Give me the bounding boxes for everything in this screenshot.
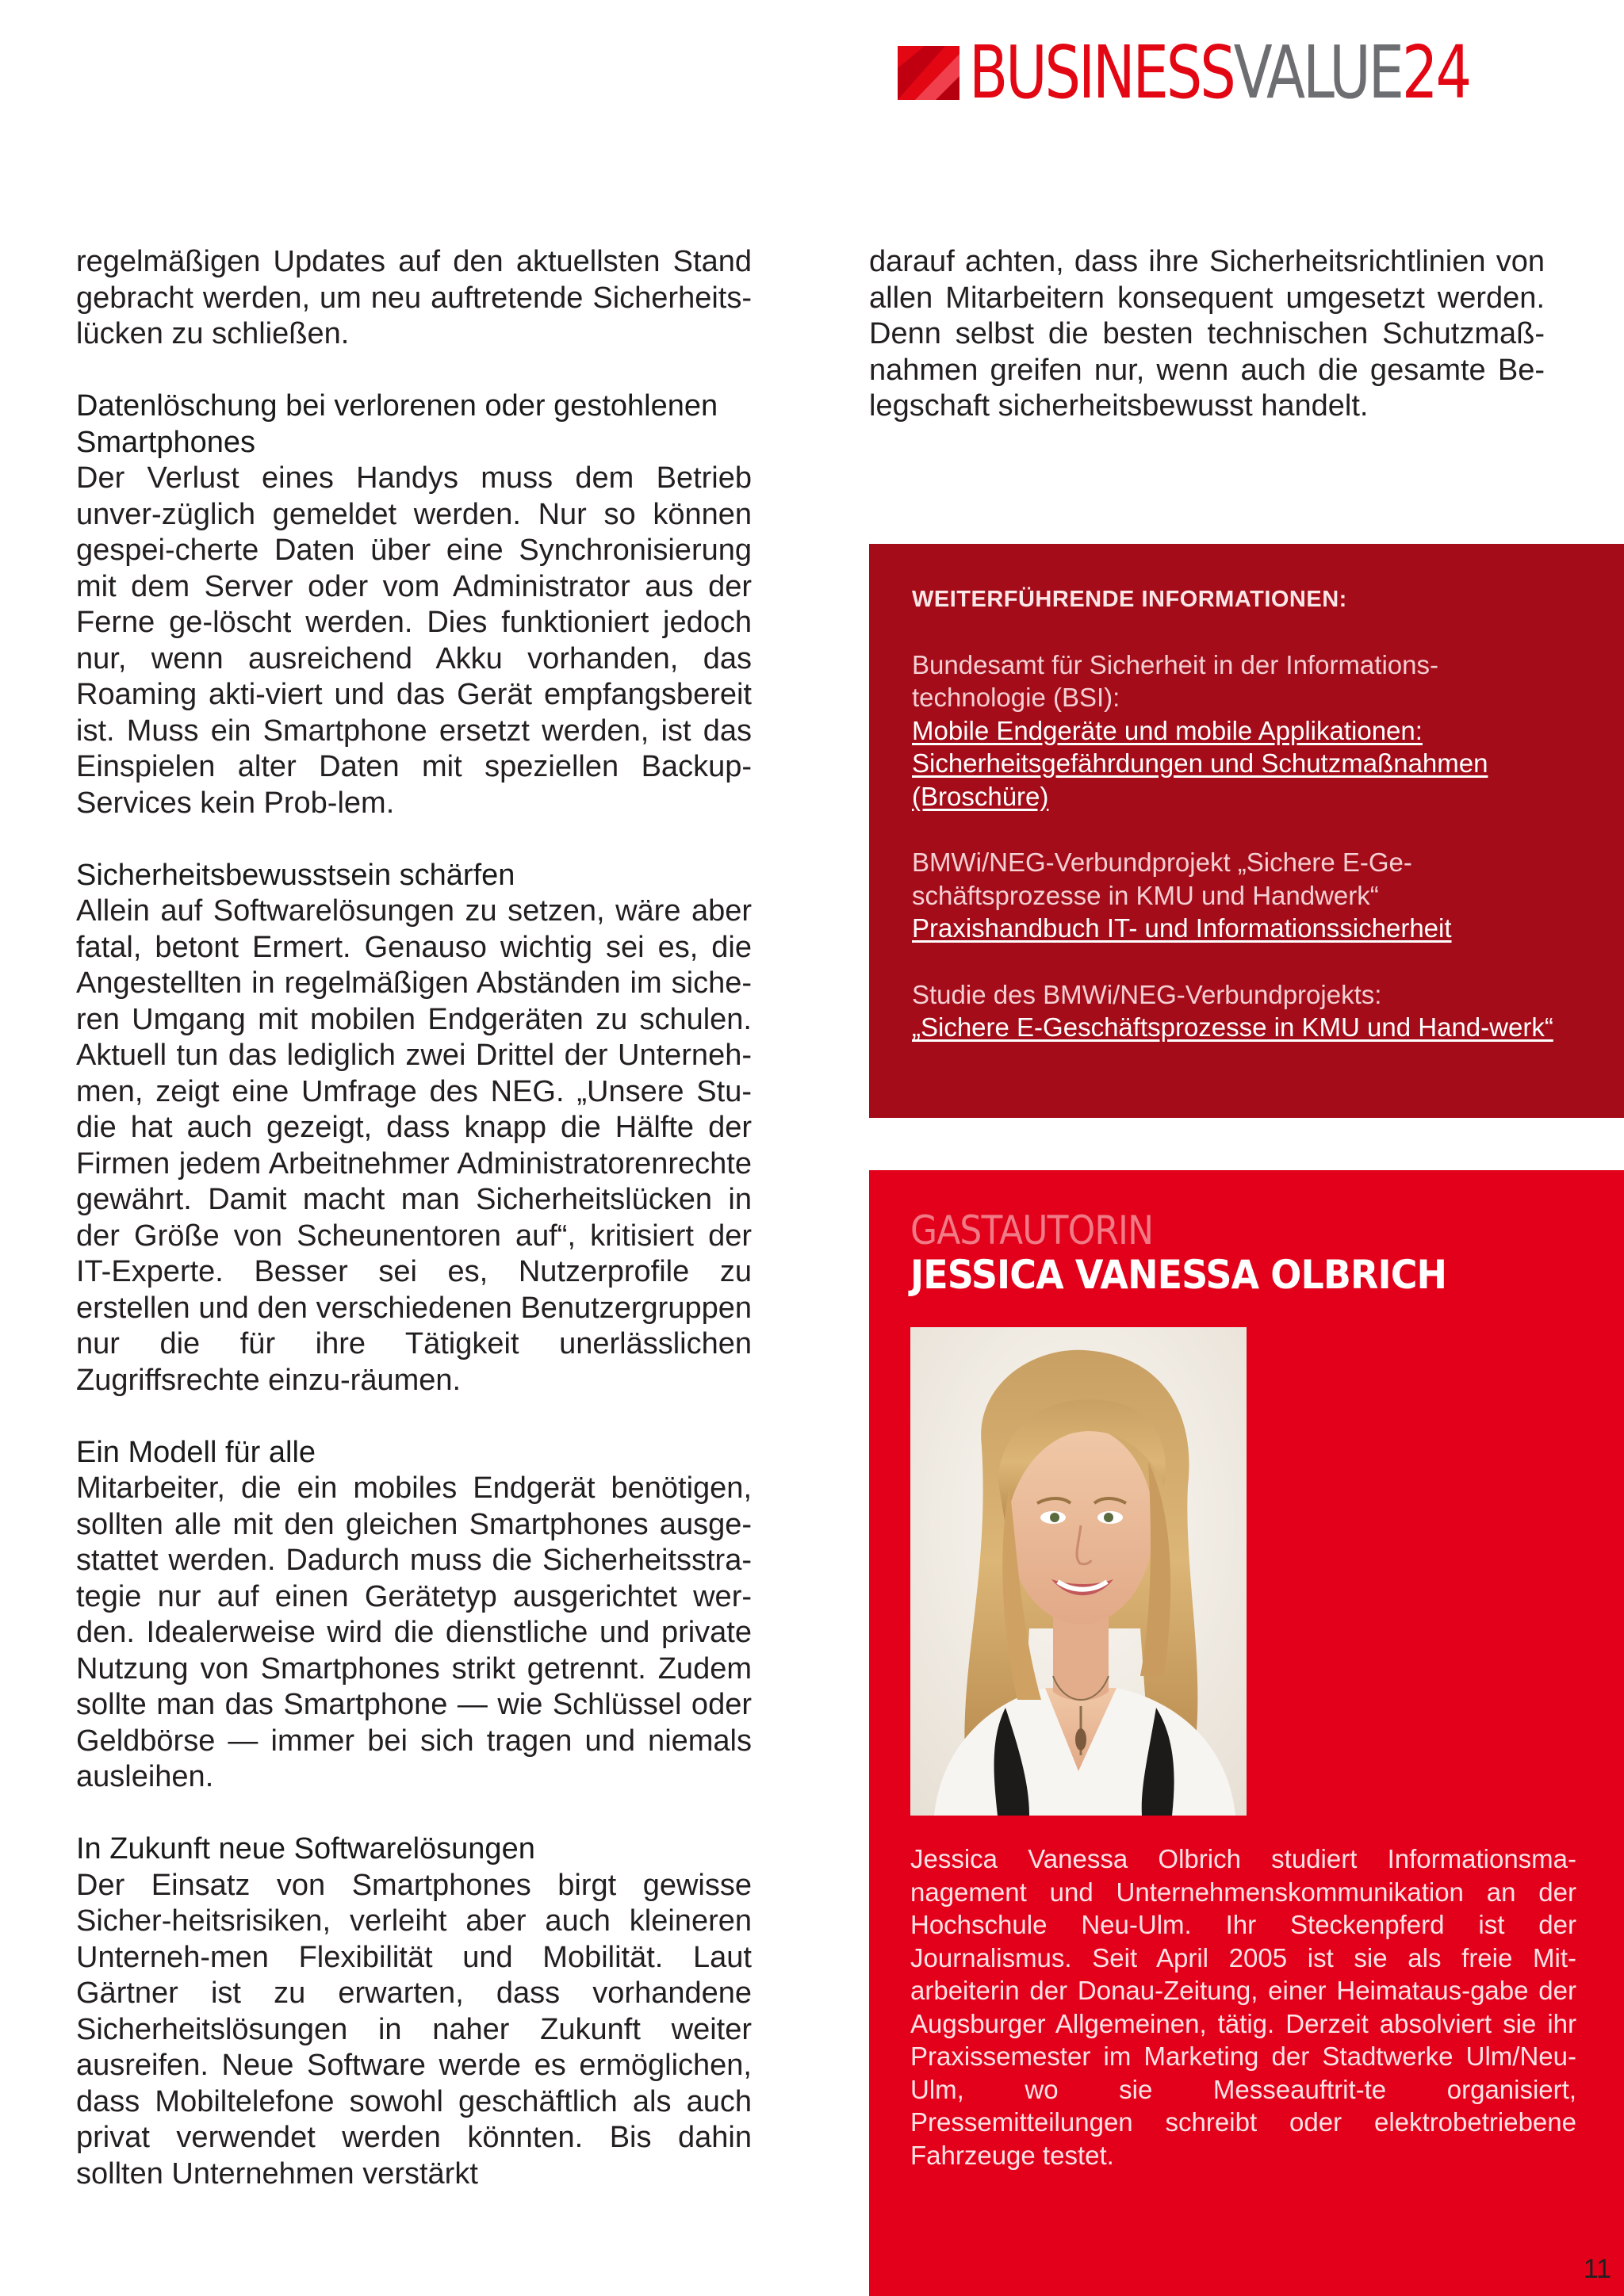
page-number: 11 xyxy=(1583,2254,1611,2284)
guest-author-box xyxy=(869,1170,1624,2296)
section-heading: Ein Modell für alle xyxy=(76,1435,316,1469)
site-logo[interactable] xyxy=(898,30,1595,115)
logo-value: VALUE xyxy=(1233,30,1402,115)
further-information-box xyxy=(869,544,1624,1118)
logo-wordmark xyxy=(969,30,1469,115)
author-bio: Jessica Vanessa Olbrich studiert Informationsma-nagement und Unternehmenskommunikation an der Hochschule Neu-Ulm. Ihr Steckenpferd ist der Journalismus. Seit April 2005 ist sie als freie Mit-arbeiterin der Donau-Zeitung, einer Heimataus-gabe der Augsburger Allgemeinen, tätig. Derzeit absolviert sie ihr Praxissemester im Marketing der Stadtwerke Ulm/Neu-Ulm, wo sie Messeauftrit-te organisiert, Pressemitteilungen schreibt oder elektrobetriebene Fahrzeuge testet. xyxy=(910,1844,1576,2170)
info-source-text: BMWi/NEG-Verbundprojekt „Sichere E-Ge-schäftsprozesse in KMU und Handwerk“ xyxy=(912,848,1412,910)
article-paragraph: regelmäßigen Updates auf den aktuellsten Stand gebracht werden, um neu auftretende Sicherheits-lücken zu schließen. xyxy=(76,245,752,350)
info-link-praxishandbuch[interactable]: Praxishandbuch IT- und Informationssicherheit xyxy=(912,913,1452,943)
info-group xyxy=(912,978,1562,1044)
paragraph-spacer xyxy=(76,1796,752,1832)
logo-number: 24 xyxy=(1401,30,1469,115)
paragraph-spacer xyxy=(76,353,752,389)
paragraph-spacer xyxy=(76,821,752,858)
info-box-heading: WEITERFÜHRENDE INFORMATIONEN: xyxy=(912,587,1347,612)
article-paragraph: Allein auf Softwarelösungen zu setzen, wäre aber fatal, betont Ermert. Genauso wichtig sei es, die Angestellten in regelmäßigen Abständen im siche-ren Umgang mit mobilen Endgeräten zu schulen. Aktuell tun das lediglich zwei Drittel der Unterneh-men, zeigt eine Umfrage des NEG. „Unsere Stu-die hat auch gezeigt, dass knapp die Hälfte der Firmen jedem Arbeitnehmer Administratorenrechte gewährt. Damit macht man Sicherheitslücken in der Größe von Scheunentoren auf“, kritisiert der IT-Experte. Besser sei es, Nutzerprofile zu erstellen und den verschiedenen Benutzergruppen nur die für ihre Tätigkeit unerlässlichen Zugriffsrechte einzu-räumen. xyxy=(76,894,752,1397)
author-name: JESSICA VANESSA OLBRICH xyxy=(910,1252,1447,1298)
info-group xyxy=(912,649,1562,813)
portrait-illustration xyxy=(910,1327,1247,1816)
section-heading: Sicherheitsbewusstsein schärfen xyxy=(76,858,515,892)
logo-business: BUSINESS xyxy=(969,30,1234,115)
section-heading: Datenlöschung bei verlorenen oder gestohlenen Smartphones xyxy=(76,389,718,459)
article-paragraph: Der Verlust eines Handys muss dem Betrieb unver-züglich gemeldet werden. Nur so können gespei-cherte Daten über eine Synchronisierung mit dem Server oder vom Administrator aus der Ferne ge-löscht werden. Dies funktioniert jedoch nur, wenn ausreichend Akku vorhanden, das Roaming akti-viert und das Gerät empfangsbereit ist. Muss ein Smartphone ersetzt werden, ist das Einspielen alter Daten mit speziellen Backup-Services kein Prob-lem. xyxy=(76,461,752,820)
section-heading: In Zukunft neue Softwarelösungen xyxy=(76,1832,535,1866)
article-paragraph: Der Einsatz von Smartphones birgt gewisse Sicher-heitsrisiken, verleiht aber auch kleineren Unterneh-men Flexibilität und Mobilität. Laut Gärtner ist zu erwarten, dass vorhandene Sicherheitslösungen in naher Zukunft weiter ausreifen. Neue Software werde es ermöglichen, dass Mobiltelefone sowohl geschäftlich als auch privat verwendet werden könnten. Bis dahin sollten Unternehmen verstärkt xyxy=(76,1868,752,2191)
article-paragraph: Mitarbeiter, die ein mobiles Endgerät benötigen, sollten alle mit den gleichen Smartphones ausge-stattet werden. Dadurch muss die Sicherheitsstra-tegie nur auf einen Gerätetyp ausgerichtet wer-den. Idealerweise wird die dienstliche und private Nutzung von Smartphones strikt getrennt. Zudem sollte man das Smartphone — wie Schlüssel oder Geldbörse — immer bei sich tragen und niemals ausleihen. xyxy=(76,1471,752,1793)
article-right-column xyxy=(869,244,1545,425)
author-kicker: GASTAUTORIN xyxy=(910,1207,1154,1253)
info-link-bsi-brochure[interactable]: Mobile Endgeräte und mobile Applikationen: Sicherheitsgefährdungen und Schutzmaßnahmen (Broschüre) xyxy=(912,715,1488,811)
info-link-studie[interactable]: „Sichere E-Geschäftsprozesse in KMU und Hand-werk“ xyxy=(912,1012,1553,1042)
article-paragraph: darauf achten, dass ihre Sicherheitsrichtlinien von allen Mitarbeitern konsequent umgesetzt werden. Denn selbst die besten technischen Schutzmaß-nahmen greifen nur, wenn auch die gesamte Be-legschaft sicherheitsbewusst handelt. xyxy=(869,245,1545,423)
info-source-text: Studie des BMWi/NEG-Verbundprojekts: xyxy=(912,979,1382,1009)
info-group xyxy=(912,846,1562,945)
author-portrait-photo xyxy=(910,1327,1247,1816)
paragraph-spacer xyxy=(76,1399,752,1435)
logo-mark-icon xyxy=(898,46,959,100)
article-left-column xyxy=(76,244,752,2192)
info-source-text: Bundesamt für Sicherheit in der Informations-technologie (BSI): xyxy=(912,649,1438,712)
